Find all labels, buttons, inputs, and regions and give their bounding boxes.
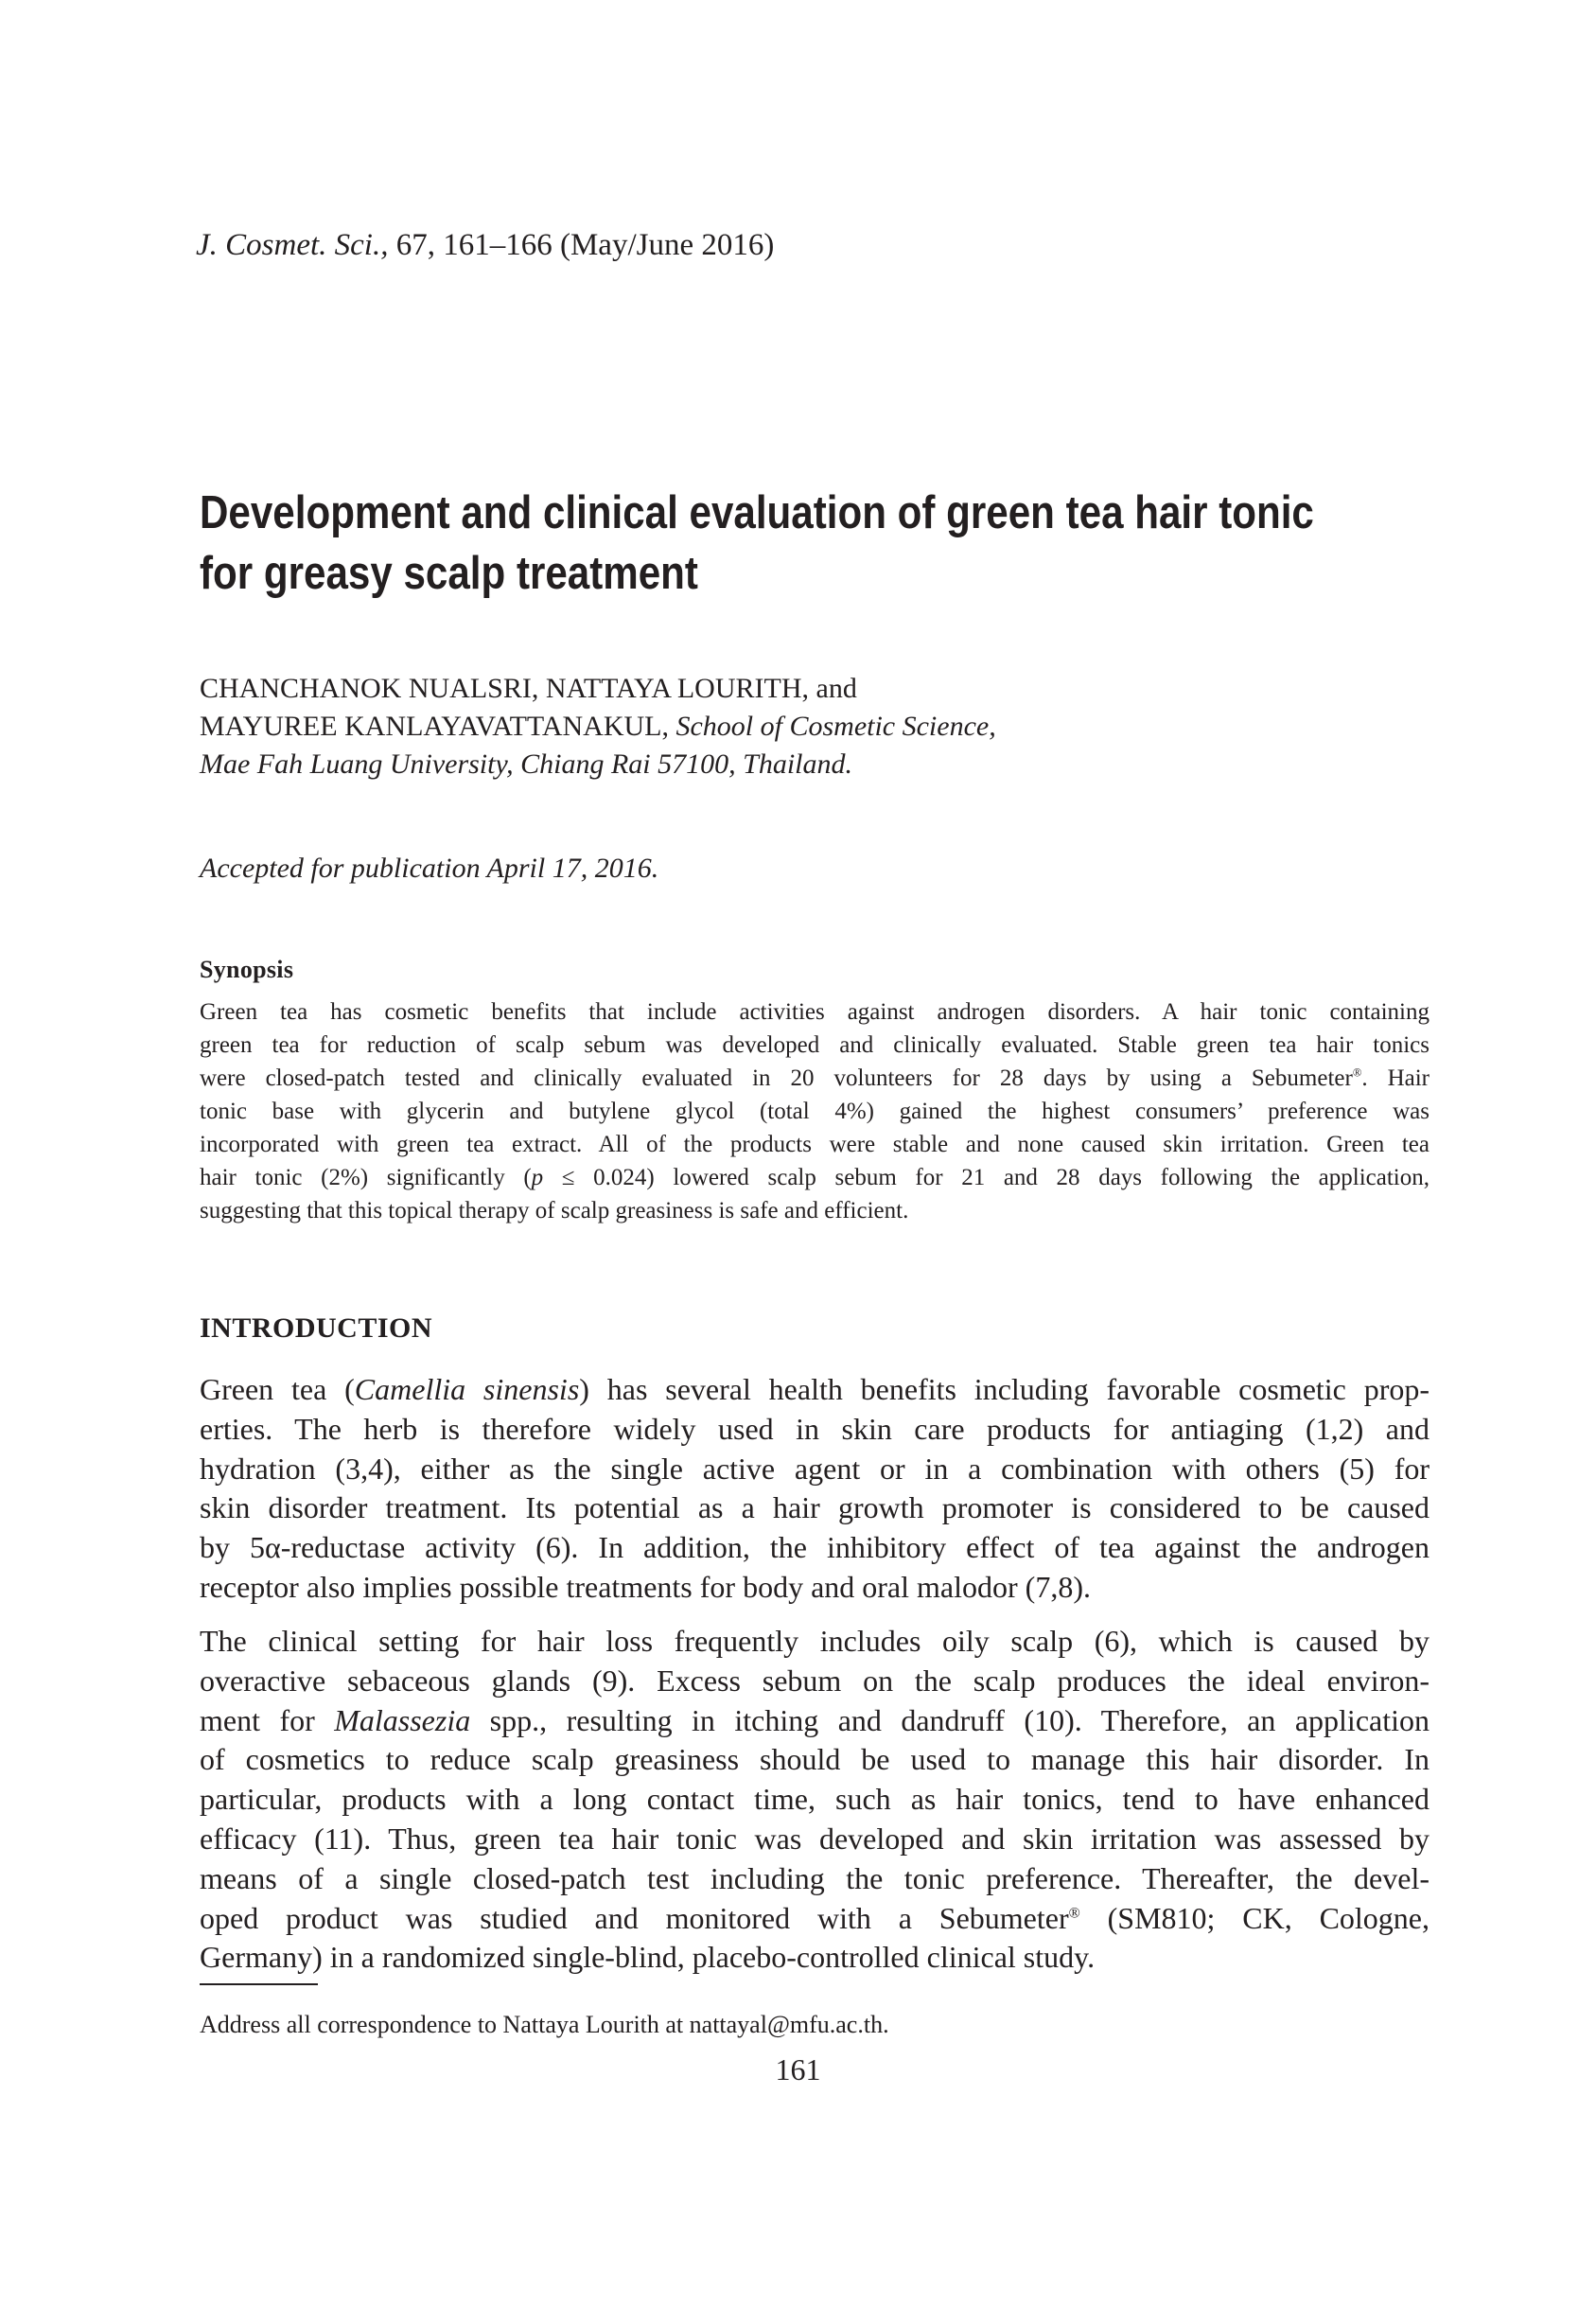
synopsis-line: [200, 1062, 1429, 1095]
text-line: of cosmetics to reduce scalp greasiness should be used to manage this hair disorder. In: [200, 1742, 1429, 1777]
text-run: (SM810; CK, Cologne,: [1079, 1900, 1430, 1935]
author-block: [200, 670, 1429, 783]
text-run: ) has several health benefits including favorable cosmetic prop-: [579, 1372, 1430, 1406]
text-line: skin disorder treatment. Its potential as a hair growth promoter is considered to be caused: [200, 1490, 1429, 1525]
synopsis-line: tonic base with glycerin and butylene glycol (total 4%) gained the highest consumers’ preference was: [200, 1099, 1429, 1124]
registered-mark: ®: [1352, 1065, 1362, 1080]
title-line-1: Development and clinical evaluation of green tea hair tonic: [200, 487, 1314, 538]
synopsis-text-run: ≤ 0.024) lowered scalp sebum for 21 and 28 days following the application,: [543, 1165, 1429, 1190]
author-affiliation: School of Cosmetic Science,: [675, 711, 996, 742]
text-line: hydration (3,4), either as the single active agent or in a combination with others (5) for: [200, 1451, 1429, 1486]
journal-pages-date: 161–166 (May/June 2016): [443, 228, 775, 262]
text-line: The clinical setting for hair loss frequently includes oily scalp (6), which is caused by: [200, 1624, 1429, 1658]
synopsis-line: suggesting that this topical therapy of scalp greasiness is safe and efficient.: [200, 1198, 909, 1223]
synopsis-text-run: hair tonic (2%) significantly (: [200, 1165, 532, 1190]
text-line: by 5α-reductase activity (6). In addition, the inhibitory effect of tea against the androgen: [200, 1530, 1429, 1565]
authors-line-3: Mae Fah Luang University, Chiang Rai 57100, Thailand.: [200, 748, 852, 780]
text-line: erties. The herb is therefore widely used in skin care products for antiaging (1,2) and: [200, 1411, 1429, 1446]
authors-line-1: CHANCHANOK NUALSRI, NATTAYA LOURITH, and: [200, 673, 857, 704]
text-line: overactive sebaceous glands (9). Excess sebum on the scalp produces the ideal environ-: [200, 1663, 1429, 1698]
text-run: Green tea (: [200, 1372, 355, 1406]
journal-volume: 67,: [395, 228, 435, 262]
synopsis-heading: Synopsis: [200, 956, 294, 983]
p-value-symbol: p: [531, 1165, 544, 1190]
text-line: [200, 1370, 1429, 1410]
synopsis-line: green tea for reduction of scalp sebum was developed and clinically evaluated. Stable green tea hair tonics: [200, 1032, 1429, 1058]
text-line: Germany) in a randomized single-blind, placebo-controlled clinical study.: [200, 1940, 1096, 1975]
article-title: [200, 483, 1314, 604]
accepted-date: Accepted for publication April 17, 2016.: [200, 853, 659, 884]
body-paragraph: [200, 1370, 1429, 1608]
section-heading-introduction: INTRODUCTION: [200, 1312, 433, 1344]
text-line: [200, 1701, 1429, 1741]
text-run: oped product was studied and monitored with a Sebumeter: [200, 1900, 1069, 1935]
registered-mark: ®: [1068, 1904, 1080, 1921]
footnote-divider: [200, 1983, 318, 1985]
synopsis-text-run: . Hair: [1361, 1065, 1429, 1091]
text-line: [200, 1899, 1429, 1939]
synopsis-text-run: were closed-patch tested and clinically evaluated in 20 volunteers for 28 days by using a Sebumeter: [200, 1065, 1353, 1091]
text-line: receptor also implies possible treatments for body and oral malodor (7,8).: [200, 1569, 1091, 1604]
text-line: means of a single closed-patch test including the tonic preference. Thereafter, the devel-: [200, 1860, 1429, 1895]
authors-line-2: [200, 708, 1429, 746]
text-line: particular, products with a long contact time, such as hair tonics, tend to have enhanced: [200, 1782, 1429, 1817]
text-line: efficacy (11). Thus, green tea hair tonic was developed and skin irritation was assessed by: [200, 1821, 1429, 1856]
synopsis-line: Green tea has cosmetic benefits that include activities against androgen disorders. A hair tonic containing: [200, 999, 1429, 1025]
author-name: MAYUREE KANLAYAVATTANAKUL,: [200, 711, 669, 742]
text-run: spp., resulting in itching and dandruff (10). Therefore, an application: [470, 1702, 1430, 1737]
page-number: 161: [775, 2052, 821, 2086]
synopsis-line: [200, 1161, 1429, 1194]
body-paragraph: [200, 1622, 1429, 1978]
correspondence-footnote: Address all correspondence to Nattaya Lourith at nattayal@mfu.ac.th.: [200, 2011, 889, 2038]
journal-citation: [196, 226, 774, 264]
synopsis-text: [200, 995, 1429, 1227]
synopsis-line: incorporated with green tea extract. All of the products were stable and none caused skin irritation. Green tea: [200, 1132, 1429, 1157]
species-name: Camellia sinensis: [354, 1372, 580, 1406]
title-line-2: for greasy scalp treatment: [200, 548, 698, 599]
journal-abbrev: J. Cosmet. Sci.,: [196, 228, 389, 262]
text-run: ment for: [200, 1702, 335, 1737]
genus-name: Malassezia: [334, 1702, 471, 1737]
